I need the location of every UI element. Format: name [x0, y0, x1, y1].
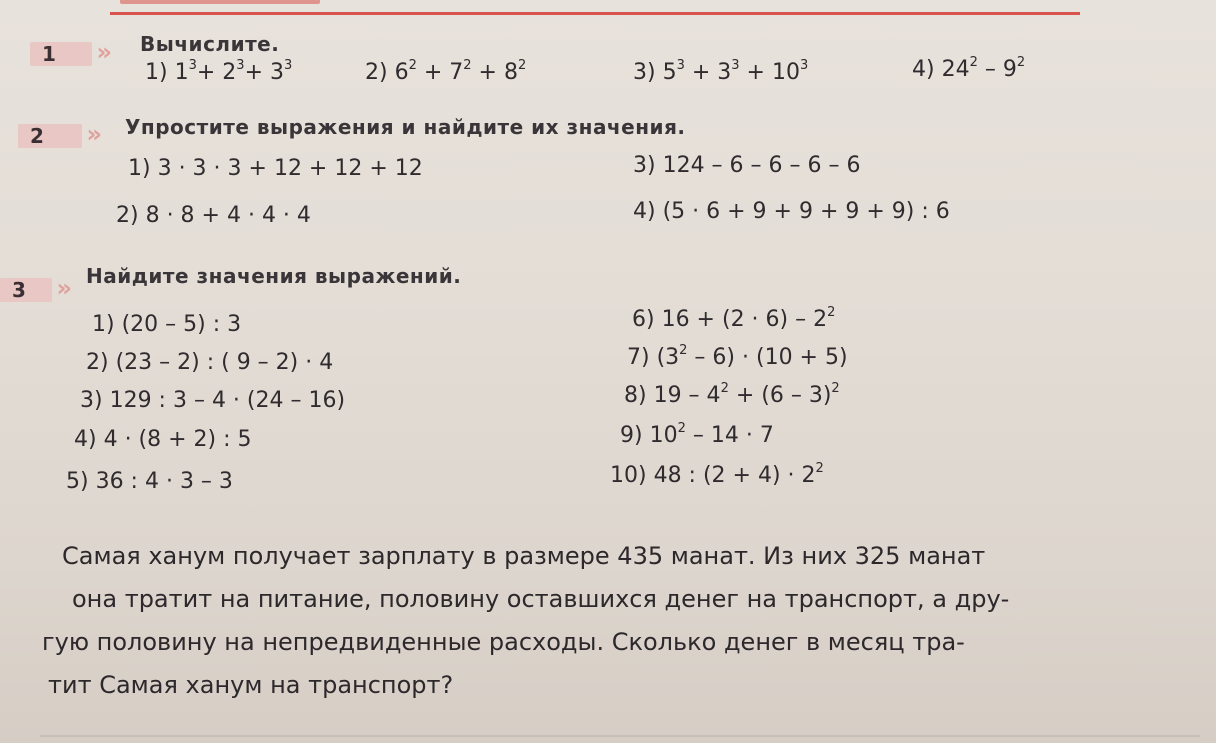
task-2-badge — [18, 124, 82, 148]
task-2-item-3: 3) 124 – 6 – 6 – 6 – 6 — [633, 153, 861, 178]
task-1-badge — [30, 42, 92, 66]
problem-line-1: Самая ханум получает зарплату в размере 435 манат. Из них 325 манат — [62, 542, 986, 570]
word-problem — [42, 535, 1172, 707]
task-3-item-6: 6) $16 + (2 \cdot 6) - 2^2$ — [632, 304, 836, 332]
task-3-item-3: 3) 129 : 3 – 4 · (24 – 16) — [80, 388, 346, 413]
problem-line-3: гую половину на непредвиденные расходы. Сколько денег в месяц тра- — [42, 628, 965, 656]
task-3-item-8: 8) $19 - 4^2 + (6 - 3)^2$ — [624, 380, 840, 408]
task-2-heading: Упростите выражения и найдите их значения. — [125, 115, 686, 139]
problem-line-2: она тратит на питание, половину оставшихся денег на транспорт, а дру- — [72, 585, 1010, 613]
task-2-item-2: 2) 8 · 8 + 4 · 4 · 4 — [116, 203, 311, 228]
task-2-number: 2 — [30, 124, 44, 148]
problem-line-4: тит Самая ханум на транспорт? — [48, 671, 454, 699]
top-rule — [110, 0, 1080, 15]
task-1-heading: Вычислите. — [140, 32, 280, 56]
task-3-item-1: 1) (20 – 5) : 3 — [92, 312, 242, 337]
task-3-badge — [0, 278, 52, 302]
bottom-rule — [40, 735, 1200, 737]
task-3-item-9: 9) $10^2 - 14 \cdot 7$ — [620, 420, 774, 448]
task-3-item-2: 2) (23 – 2) : ( 9 – 2) · 4 — [86, 350, 334, 375]
task-2-item-4: 4) (5 · 6 + 9 + 9 + 9 + 9) : 6 — [633, 199, 950, 224]
top-rule-header-fragment — [120, 0, 320, 4]
task-3-heading: Найдите значения выражений. — [86, 264, 462, 288]
task-1-item-3: 3) $5^3 + 3^3 + 10^3$ — [633, 57, 809, 85]
task-3-item-4: 4) 4 · (8 + 2) : 5 — [74, 427, 252, 452]
task-1-item-2: 2) $6^2 + 7^2 + 8^2$ — [365, 57, 527, 85]
task-2-item-1: 1) 3 · 3 · 3 + 12 + 12 + 12 — [128, 156, 423, 181]
task-3-number: 3 — [12, 278, 26, 302]
task-1-item-1: 1) $1^3+ 2^3+ 3^3$ — [145, 57, 293, 85]
task-3-item-7: 7) $(3^2 - 6) \cdot (10 + 5)$ — [627, 342, 848, 370]
task-1-item-4: 4) $24^2 - 9^2$ — [912, 54, 1026, 82]
task-3-item-10: 10) 48 : $(2 + 4) \cdot 2^2$ — [610, 460, 824, 488]
task-3-item-5: 5) 36 : 4 · 3 – 3 — [66, 469, 233, 494]
task-1-number: 1 — [42, 42, 56, 66]
